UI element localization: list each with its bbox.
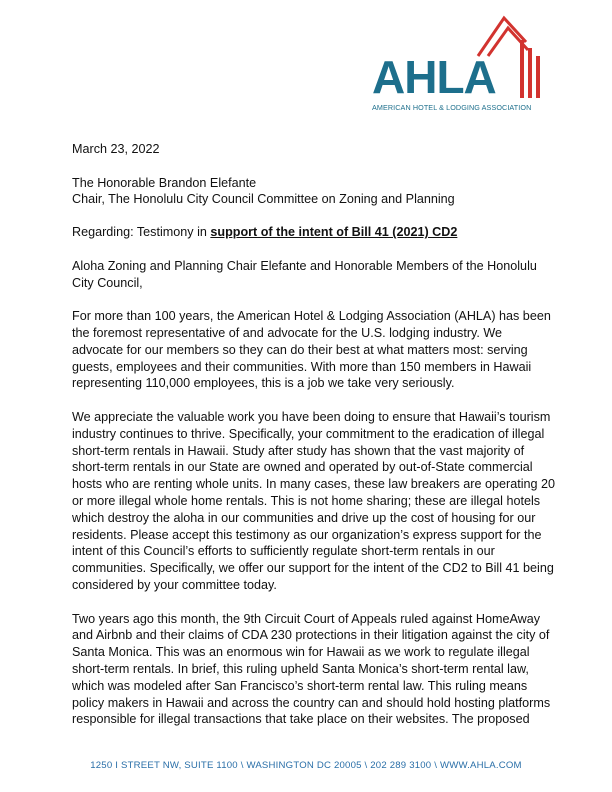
logo-subtitle: AMERICAN HOTEL & LODGING ASSOCIATION bbox=[372, 103, 532, 112]
paragraph-2: We appreciate the valuable work you have been doing to ensure that Hawaii’s tourism industry continues to thrive. Specifically, your commitment to the eradication of illegal short-term rentals in Hawaii. Study after study has shown that the vast majority of short-term rentals in our State are owned and operated by out-of-State commercial hosts who are renting whole units. In many cases, these law breakers are operating 20 or more illegal whole home rentals. This is not home sharing; these are illegal hotels which destroy the aloha in our communities and drive up the cost of housing for our residents. Please accept this testimony as our organization’s express support for the intent of this Council’s efforts to sufficiently regulate short-term rentals in our communities. Specifically, we offer our support for the intent of the CD2 to Bill 41 being considered by your committee today. bbox=[72, 409, 556, 592]
recipient-title: Chair, The Honolulu City Council Committee on Zoning and Planning bbox=[72, 192, 455, 207]
regarding-line bbox=[72, 224, 556, 241]
regarding-emphasis: support of the intent of Bill 41 (2021) CD2 bbox=[210, 225, 458, 240]
regarding-prefix: Regarding: Testimony in bbox=[72, 225, 211, 240]
letter-body bbox=[72, 141, 556, 745]
recipient-block bbox=[72, 175, 556, 209]
recipient-name: The Honorable Brandon Elefante bbox=[72, 175, 257, 190]
letter-date: March 23, 2022 bbox=[72, 142, 160, 156]
footer-address: 1250 I STREET NW, SUITE 1100 \ WASHINGTON DC 20005 \ 202 289 3100 \ WWW.AHLA.COM bbox=[90, 760, 522, 771]
paragraph-1: For more than 100 years, the American Hotel & Lodging Association (AHLA) has been the foremost representative of and advocate for the U.S. lodging industry. We advocate for our members so they can do their best at what matters most: serving guests, employees and their communities. With more than 150 members in Hawaii representing 110,000 employees, this is a job we take very seriously. bbox=[72, 309, 551, 391]
paragraph-3: Two years ago this month, the 9th Circuit Court of Appeals ruled against HomeAway and Airbnb and their claims of CDA 230 protections in their litigation against the city of Santa Monica. This was an enormous win for Hawaii as we work to regulate illegal short-term rentals. In brief, this ruling upheld Santa Monica’s short-term rental law, which was modeled after San Francisco’s short-term rental law. This ruling means policy makers in Hawaii and across the country can and should hold hosting platforms responsible for illegal transactions that take place on their websites. The proposed bbox=[72, 611, 551, 727]
logo-wordmark: AHLA bbox=[372, 51, 496, 103]
salutation: Aloha Zoning and Planning Chair Elefante and Honorable Members of the Honolulu City Council, bbox=[72, 258, 537, 290]
ahla-logo bbox=[370, 10, 546, 110]
